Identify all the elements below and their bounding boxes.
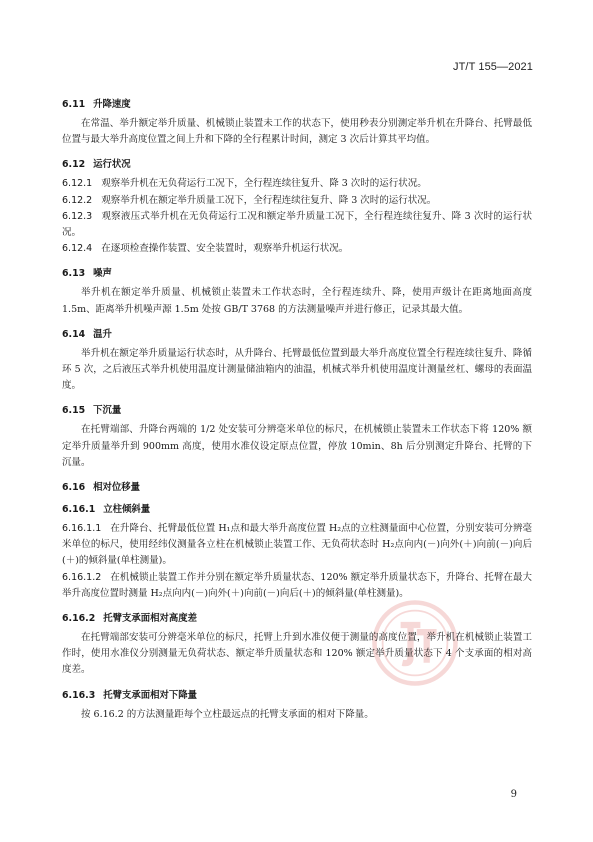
section-heading: 6.12 运行状况: [62, 159, 131, 171]
section-heading: 6.14 温升: [62, 328, 112, 340]
section-text: 按 6.16.2 的方法测量距每个立柱最远点的托臂支承面的相对下降量。: [81, 708, 374, 720]
section-heading: 6.15 下沉量: [62, 405, 122, 417]
section-heading: 6.16 相对位移量: [62, 482, 141, 494]
page-number: 9: [510, 789, 517, 800]
sub-clause: 6.12.2 观察举升机在额定举升质量工况下，全行程连续往复升、降 3 次时的运行状况。: [62, 194, 437, 206]
sub-clause: 6.16.1.2 在机械锁止装置工作并分别在额定举升质量状态、120% 额定举升质量状态下，升降台、托臂在最大举升高度位置时测量 H₂点向内(－)向外(＋)向前(－)向后(＋)的倾斜量(单柱测量)。: [62, 571, 532, 599]
sub-clause: 6.12.1 观察举升机在无负荷运行工况下，全行程连续往复升、降 3 次时的运行状况。: [62, 178, 427, 190]
sub-clause: 6.12.3 观察液压式举升机在无负荷运行工况和额定举升质量工况下，全行程连续往复升、降 3 次时的运行状况。: [62, 210, 532, 239]
section-text: 在托臂端部安装可分辨毫米单位的标尺，托臂上升到水准仪便于测量的高度位置，举升机在机械锁止装置工作时，使用水准仪分别测量无负荷状态、额定举升质量状态和 120% 额定举升质量状态下 4 个支承面的相对高度差。: [62, 632, 532, 676]
section-heading: 6.11 升降速度: [62, 99, 131, 110]
section-text: 在托臂端部、升降台两端的 1/2 处安装可分辨毫米单位的标尺，在机械锁止装置未工作状态下将 120% 额定举升质量举升到 900mm 高度，使用水准仪设定原点位置，停放 10min、8h 后分别测定升降台、托臂的下沉量。: [62, 424, 532, 468]
section-text: 在常温、举升额定举升质量、机械锁止装置未工作的状态下，使用秒表分别测定举升机在升降台、托臂最低位置与最大举升高度位置之间上升和下降的全行程累计时间，测定 3 次后计算其平均值。: [62, 118, 532, 146]
sub-clause: 6.16.1.1 在升降台、托臂最低位置 H₁点和最大举升高度位置 H₂点的立柱测量面中心位置，分别安装可分辨毫米单位的标尺，使用经纬仪测量各立柱在机械锁止装置工作、无负荷状态时 H₂点向内(－)向外(＋)向前(－)向后(＋)的倾斜量(单柱测量)。: [62, 523, 532, 567]
standard-code: JT/T 155—2021: [453, 61, 533, 73]
section-text: 举升机在额定举升质量运行状态时，从升降台、托臂最低位置到最大举升高度位置全行程连续往复升、降循环 5 次，之后液压式举升机使用温度计测量储油箱内的油温，机械式举升机使用温度计测量丝杠、螺母的表面温度。: [62, 347, 532, 392]
subsection-heading: 6.16.2 托臂支承面相对高度差: [62, 613, 197, 625]
document-body: [62, 96, 532, 723]
section-heading: 6.13 噪声: [62, 268, 112, 280]
section-text: 举升机在额定举升质量、机械锁止装置未工作状态时，全行程连续升、降，使用声级计在距离地面高度 1.5m、距离举升机噪声源 1.5m 处按 GB/T 3768 的方法测量噪声并进行修正，记录其最大值。: [62, 287, 532, 315]
sub-clause: 6.12.4 在逐项检查操作装置、安全装置时，观察举升机运行状况。: [62, 243, 349, 255]
subsection-heading: 6.16.3 托臂支承面相对下降量: [62, 689, 197, 701]
subsection-heading: 6.16.1 立柱倾斜量: [62, 504, 151, 516]
